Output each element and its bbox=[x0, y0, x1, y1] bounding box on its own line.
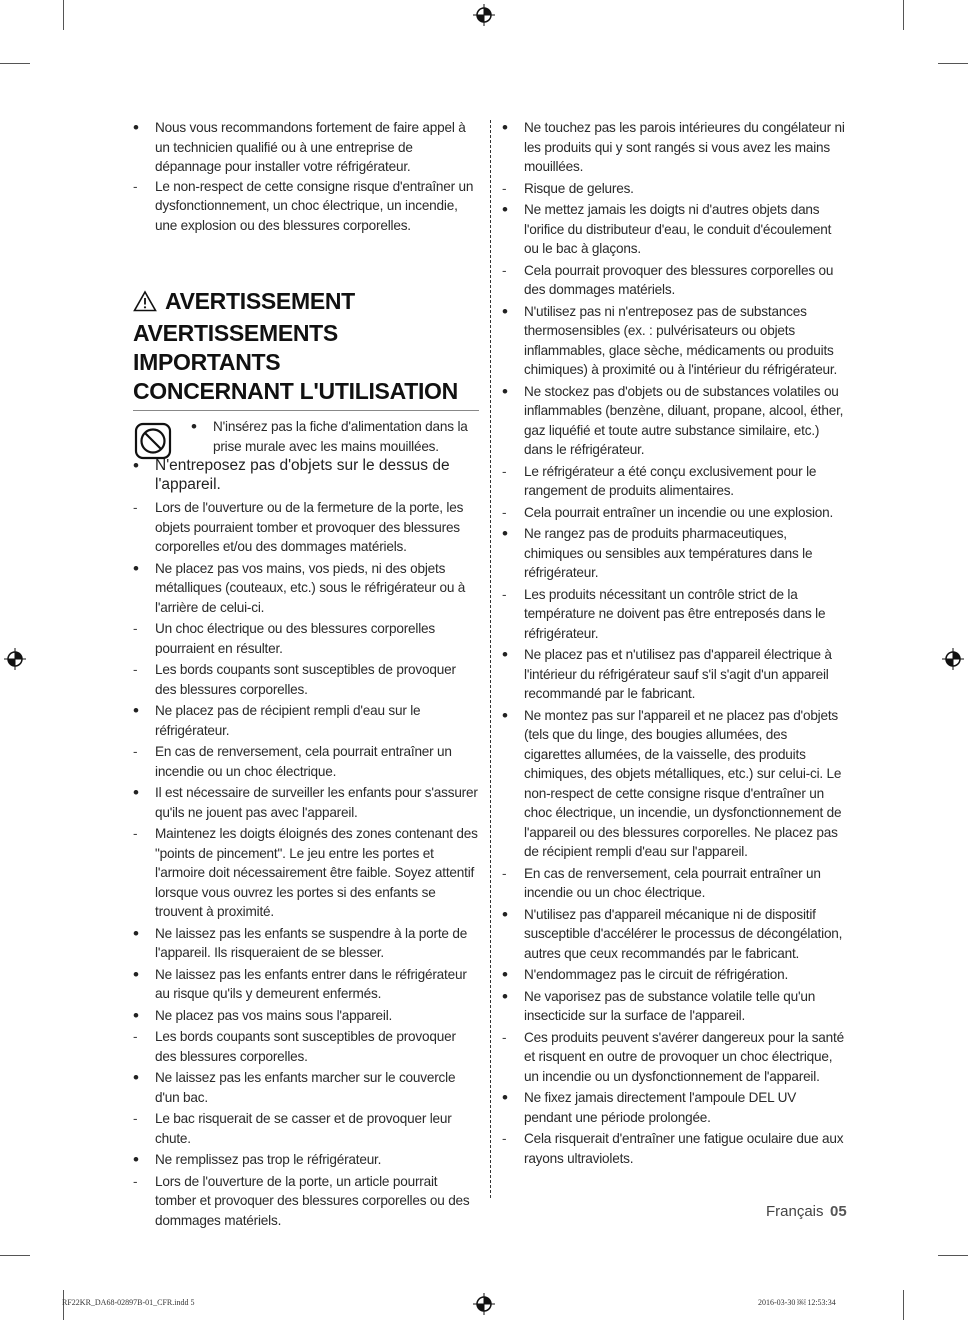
dash-icon bbox=[133, 1172, 147, 1192]
print-slug-date: 2016-03-30 ￼ 12:53:34 bbox=[758, 1298, 836, 1307]
bullet-icon bbox=[133, 1068, 147, 1089]
list-item: - En cas de renversement, cela pourrait entraîner un incendie ou un choc électrique. bbox=[133, 742, 479, 781]
bullet-icon bbox=[133, 783, 147, 804]
bullet-icon bbox=[502, 118, 516, 139]
registration-mark-icon bbox=[473, 4, 495, 26]
prohibition-row bbox=[133, 417, 479, 456]
bullet-icon bbox=[133, 1150, 147, 1171]
list-item: • Ne mettez jamais les doigts ni d'autres objets dans l'orifice du distributeur d'eau, le conduit d'écoulement ou le bac à glaçons. bbox=[502, 200, 846, 259]
warning-list bbox=[133, 498, 479, 1232]
dash-icon bbox=[502, 179, 516, 199]
list-item: - Les produits nécessitant un contrôle strict de la température ne doivent pas être entreposés dans le réfrigérateur. bbox=[502, 585, 846, 644]
list-item: - Cela pourrait provoquer des blessures corporelles ou des dommages matériels. bbox=[502, 261, 846, 300]
dash-icon bbox=[133, 660, 147, 680]
list-item: - Cela pourrait entraîner un incendie ou une explosion. bbox=[502, 503, 846, 523]
crop-mark bbox=[0, 63, 30, 64]
warning-section bbox=[133, 287, 479, 411]
registration-mark-icon bbox=[4, 648, 26, 670]
dash-icon bbox=[502, 1028, 516, 1048]
list-item: • Ne laissez pas les enfants marcher sur le couvercle d'un bac. bbox=[133, 1068, 479, 1107]
list-item: - Le bac risquerait de se casser et de provoquer leur chute. bbox=[133, 1109, 479, 1148]
bullet-icon bbox=[502, 302, 516, 323]
dash-icon bbox=[502, 261, 516, 281]
dash-icon bbox=[502, 503, 516, 523]
section-heading: AVERTISSEMENTS IMPORTANTS CONCERNANT L'UTILISATION bbox=[133, 320, 458, 404]
dash-icon bbox=[133, 619, 147, 639]
bullet-icon bbox=[133, 456, 147, 476]
bullet-icon bbox=[133, 1006, 147, 1027]
dash-icon bbox=[133, 742, 147, 762]
bullet-icon bbox=[133, 965, 147, 986]
dash-icon bbox=[133, 177, 147, 197]
list-item: • Ne laissez pas les enfants entrer dans le réfrigérateur au risque qu'ils y demeurent enfermés. bbox=[133, 965, 479, 1004]
crop-mark bbox=[903, 1290, 904, 1320]
registration-mark-icon bbox=[942, 648, 964, 670]
bullet-icon bbox=[133, 924, 147, 945]
list-item: - Risque de gelures. bbox=[502, 179, 846, 199]
list-item: • Ne placez pas vos mains, vos pieds, ni des objets métalliques (couteaux, etc.) sous le réfrigérateur ou à l'arrière de celui-ci. bbox=[133, 559, 479, 618]
list-item: - Lors de l'ouverture de la porte, un article pourrait tomber et provoquer des blessures corporelles ou des dommages matériels. bbox=[133, 1172, 479, 1231]
crop-mark bbox=[903, 0, 904, 30]
list-item: • N'endommagez pas le circuit de réfrigération. bbox=[502, 965, 846, 985]
footer-language: Français bbox=[766, 1203, 824, 1220]
bullet-icon bbox=[502, 200, 516, 221]
bullet-icon bbox=[502, 905, 516, 926]
left-column bbox=[133, 118, 479, 1232]
list-item: • N'utilisez pas d'appareil mécanique ni de dispositif susceptible d'accélérer le processus de décongélation, autres que ceux recommandés par le fabricant. bbox=[502, 905, 846, 964]
list-item: • Ne touchez pas les parois intérieures du congélateur ni les produits qui y sont rangés si vous avez les mains mouillées. bbox=[502, 118, 846, 177]
crop-mark bbox=[0, 1255, 30, 1256]
list-item: • Ne rangez pas de produits pharmaceutiques, chimiques ou sensibles aux températures dans le réfrigérateur. bbox=[502, 524, 846, 583]
list-item: • Ne laissez pas les enfants se suspendre à la porte de l'appareil. Ils risqueraient de se blesser. bbox=[133, 924, 479, 963]
column-divider bbox=[490, 120, 491, 1198]
list-item: • Ne remplissez pas trop le réfrigérateur. bbox=[133, 1150, 479, 1170]
dash-icon bbox=[502, 864, 516, 884]
page-number: 05 bbox=[830, 1203, 847, 1220]
list-item: • Ne fixez jamais directement l'ampoule DEL UV pendant une période prolongée. bbox=[502, 1088, 846, 1127]
list-item: - Maintenez les doigts éloignés des zones contenant des "points de pincement". Le jeu entre les portes et l'armoire doit nécessairement être faible. Soyez attentif lorsque vous ouvrez les portes si des enfants se trouvent à proximité. bbox=[133, 824, 479, 922]
list-item: • Ne montez pas sur l'appareil et ne placez pas d'objets (tels que du linge, des bougies allumées, des cigarettes allumées, de la vaisselle, des produits chimiques, des objets métalliques, etc.) sur celui-ci. Le non-respect de cette consigne risque d'entraîner un choc électrique, un incendie, un dysfonctionnement de l'appareil ou des blessures corporelles. Ne placez pas de récipient rempli d'eau sur l'appareil. bbox=[502, 706, 846, 862]
warning-title: AVERTISSEMENT bbox=[133, 287, 479, 315]
dash-icon bbox=[502, 1129, 516, 1149]
dash-icon bbox=[133, 824, 147, 844]
list-item: • Ne stockez pas d'objets ou de substances volatiles ou inflammables (benzène, diluant, propane, alcool, éther, gaz liquéfié et toute autre substance similaire, etc.) dans le réfrigérateur. bbox=[502, 382, 846, 460]
crop-mark bbox=[63, 0, 64, 30]
list-item: • N'utilisez pas ni n'entreposez pas de substances thermosensibles (ex. : pulvérisateurs ou objets inflammables, glace sèche, médicaments ou produits chimiques) à proximité ou à l'intérieur du réfrigérateur. bbox=[502, 302, 846, 380]
warning-list bbox=[502, 118, 846, 1170]
list-item: • Ne placez pas vos mains sous l'appareil. bbox=[133, 1006, 479, 1026]
list-item: - Ces produits peuvent s'avérer dangereux pour la santé et risquent en outre de provoquer un choc électrique, un incendie ou un dysfonctionnement de l'appareil. bbox=[502, 1028, 846, 1087]
bullet-icon bbox=[191, 417, 205, 438]
list-item: - Le non-respect de cette consigne risque d'entraîner un dysfonctionnement, un choc électrique, un incendie, une explosion ou des blessures corporelles. bbox=[133, 177, 479, 236]
list-item: • Ne placez pas de récipient rempli d'eau sur le réfrigérateur. bbox=[133, 701, 479, 740]
bullet-icon bbox=[133, 701, 147, 722]
bullet-icon bbox=[502, 706, 516, 727]
bullet-icon bbox=[133, 118, 147, 139]
print-slug-file: RF22KR_DA68-02897B-01_CFR.indd 5 bbox=[62, 1298, 195, 1307]
bullet-icon bbox=[502, 987, 516, 1008]
list-item: • Il est nécessaire de surveiller les enfants pour s'assurer qu'ils ne jouent pas avec l'appareil. bbox=[133, 783, 479, 822]
dash-icon bbox=[502, 462, 516, 482]
bullet-icon bbox=[502, 1088, 516, 1109]
dash-icon bbox=[133, 498, 147, 518]
dash-icon bbox=[133, 1109, 147, 1129]
list-item: • N'entreposez pas d'objets sur le dessus de l'appareil. bbox=[133, 456, 479, 494]
list-item: - En cas de renversement, cela pourrait entraîner un incendie ou un choc électrique. bbox=[502, 864, 846, 903]
registration-mark-icon bbox=[473, 1293, 495, 1315]
heading-rule bbox=[133, 410, 479, 411]
right-column bbox=[502, 118, 846, 1170]
crop-mark bbox=[938, 63, 968, 64]
list-item: - Le réfrigérateur a été conçu exclusivement pour le rangement de produits alimentaires. bbox=[502, 462, 846, 501]
list-item: • Nous vous recommandons fortement de faire appel à un technicien qualifié ou à une entreprise de dépannage pour installer votre réfrigérateur. bbox=[133, 118, 479, 177]
bullet-icon bbox=[502, 645, 516, 666]
list-item: • Ne vaporisez pas de substance volatile telle qu'un insecticide sur la surface de l'appareil. bbox=[502, 987, 846, 1026]
bullet-icon bbox=[502, 524, 516, 545]
bullet-icon bbox=[502, 382, 516, 403]
warning-triangle-icon bbox=[133, 290, 157, 312]
intro-list bbox=[133, 118, 479, 235]
dash-icon bbox=[502, 585, 516, 605]
list-item: - Les bords coupants sont susceptibles de provoquer des blessures corporelles. bbox=[133, 1027, 479, 1066]
list-item: - Lors de l'ouverture ou de la fermeture de la porte, les objets pourraient tomber et provoquer des blessures corporelles et/ou des dommages matériels. bbox=[133, 498, 479, 557]
list-item: • N'insérez pas la fiche d'alimentation dans la prise murale avec les mains mouillées. bbox=[191, 417, 479, 456]
prohibition-icon bbox=[133, 421, 173, 461]
list-item: - Un choc électrique ou des blessures corporelles pourraient en résulter. bbox=[133, 619, 479, 658]
bullet-icon bbox=[502, 965, 516, 986]
list-item: - Les bords coupants sont susceptibles de provoquer des blessures corporelles. bbox=[133, 660, 479, 699]
dash-icon bbox=[133, 1027, 147, 1047]
list-item: - Cela risquerait d'entraîner une fatigue oculaire due aux rayons ultraviolets. bbox=[502, 1129, 846, 1168]
crop-mark bbox=[938, 1255, 968, 1256]
bullet-icon bbox=[133, 559, 147, 580]
list-item: • Ne placez pas et n'utilisez pas d'appareil électrique à l'intérieur du réfrigérateur sauf s'il s'agit d'un appareil recommandé par le fabricant. bbox=[502, 645, 846, 704]
